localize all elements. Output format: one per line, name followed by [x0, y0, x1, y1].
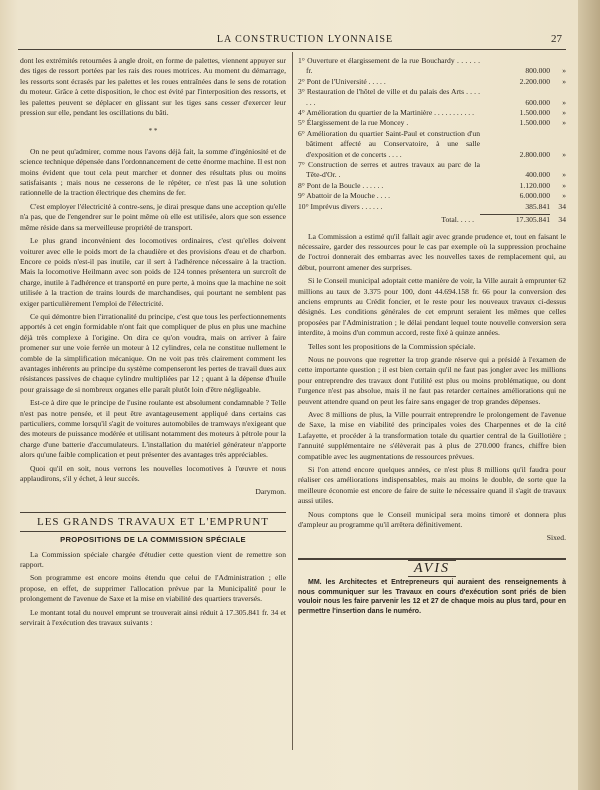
- budget-item-amount: 1.500.000: [519, 118, 550, 128]
- budget-row: [298, 181, 566, 191]
- budget-row: [298, 108, 566, 118]
- paragraph: Avec 8 millions de plus, la Ville pourrait entreprendre le prolongement de l'avenue de Saxe, la mise en viabilité des principales voies des Charpennes et de la cité Lafayette, et procéder à la transformation totale du quartier central de la Guillotière ; l'annuité supplémentaire ne s'élèverait pas à plus de 270.000 francs, chiffre bien compatible avec les augmentations de ressources prévues.: [298, 410, 566, 461]
- budget-total-amount: 17.305.841: [480, 214, 550, 225]
- budget-item-amount: 2.800.000: [519, 149, 550, 159]
- budget-item-label: 9° Abattoir de la Mouche . . . .: [298, 191, 391, 201]
- paragraph: Ce qui démontre bien l'irrationalité du principe, c'est que tous les perfectionnements apportés à cet engin formidable n'ont fait que compliquer de plus en plus une machine déjà très complexe à l'origine. On dira ce qu'on voudra, mais on arriver à faire promener sur une voie ferrée un moteur à 12 cylindres, cela ne constitue nullement le comble de la simplification mécanique. On ne voit pas très clairement comment les avantages inhérents au principe du système compenseront les pertes de travail dues aux résistances passives de chaque cylindre multipliées par 12 ; quant à la dépense d'huile pour graissage de si nombreux organes elle paraît plutôt loin d'être négligeable.: [20, 311, 286, 394]
- budget-item-amount: 800.000: [525, 66, 550, 76]
- budget-item-amount: 1.120.000: [519, 180, 550, 190]
- paragraph: C'est employer l'électricité à contre-sens, je dirai presque dans une acception qu'elle n'a pas, que de l'engendrer sur le point même où elle est utilisée, alors que son essence même réside dans sa merveilleuse propriété de transport.: [20, 201, 286, 232]
- notice-box: [298, 558, 566, 617]
- budget-item-label: 1° Ouverture et élargissement de la rue Bouchardy . . . . . . fr.: [298, 56, 480, 76]
- header-rule: [18, 49, 566, 50]
- budget-item-amount: 400.000: [525, 170, 550, 180]
- budget-row: [298, 118, 566, 128]
- left-column: [20, 56, 286, 632]
- paragraph: La Commission spéciale chargée d'étudier cette question vient de remettre son rapport.: [20, 549, 286, 570]
- author-signature: Darymon.: [255, 487, 286, 497]
- paragraph: La Commission a estimé qu'il fallait agir avec grande prudence et, tout en faisant le nécessaire, garder des ressources pour le cas par exemple où la suppression prochaine de l'octroi donnerait des embarras avec les nouvelles taxes de remplacement qui, au début, pourront amener des surprises.: [298, 231, 566, 272]
- section-title: LES GRANDS TRAVAUX ET L'EMPRUNT: [20, 512, 286, 532]
- paragraph: Quoi qu'il en soit, nous verrons les nouvelles locomotives à l'œuvre et nous applaudirons, s'il y échet, à leur succès.: [20, 463, 286, 484]
- budget-item-label: 4° Amélioration du quartier de la Martinière . . . . . . . . . . .: [298, 108, 474, 118]
- right-column: [298, 56, 566, 617]
- notice-title: [298, 560, 566, 576]
- budget-item-label: 2° Pont de l'Université . . . . .: [298, 76, 386, 86]
- paragraph: Nous ne pouvons que regretter la trop grande réserve qui a présidé à l'examen de cette importante question ; il est bien certain qu'il ne faut pas jongler avec les millions pour entreprendre des travaux dont l'utilité est plus ou moins problématique, ou dont l'urgence n'est pas absolue, mais il ne faut pas retarder certaines améliorations qui ne peuvent attendre quand on peut les faire sans engager de trop grandes dépenses.: [298, 354, 566, 406]
- paragraph: Le plus grand inconvénient des locomotives ordinaires, c'est qu'elles doivent voiturer avec elle le poids mort de la chaudière et des provisions d'eau et de charbon. Encore ce poids n'est-il pas inutile, car il sert à l'adhérence nécessaire à la traction. Mais la locomotive Heilmann avec son poids de 124 tonnes présentera un surcroît de charge, inutile à l'adhérence et transporté en pure perte, à moins que la machine ne soit utilisée à la traction de trains lourds de marchandises, qui pourtant ne semblent pas exiger particulièrement l'emploi de l'électricité.: [20, 236, 286, 308]
- paragraph: Est-ce à dire que le principe de l'usine roulante est absolument condamnable ? Telle n'est pas notre pensée, et il peut être avantageusement appliqué dans certains cas particuliers, comme lorsqu'il s'agit de voitures automobiles de tramways n'exigeant que des moteurs de puissance modérée et utilisant notamment des moteurs à pétrole pour la charge d'une batterie d'accumulateurs. L'installation du matériel générateur n'apporte alors qu'une faible complication et peut présenter des avantages très appréciables.: [20, 398, 286, 460]
- budget-item-cents: »: [562, 118, 566, 128]
- budget-item-cents: »: [562, 170, 566, 180]
- budget-item-label: 3° Restauration de l'hôtel de ville et du palais des Arts . . . . . . .: [298, 87, 480, 107]
- budget-item-cents: »: [562, 149, 566, 159]
- budget-row: [298, 160, 566, 181]
- paragraph: Si le Conseil municipal adoptait cette manière de voir, la Ville aurait à emprunter 62 millions au taux de 3.375 pour 100, dont 44.694.158 fr. 66 pour la conversion des anciens emprunts au Crédit foncier, et le reste pour les nouveaux travaux ci-dessus désignés. Les conditions générales de cet emprunt seraient les mêmes que celles proposées par l'Administration ; le délai pendant lequel toute nouvelle conversion sera interdite, à moins d'un commun accord, reste fixé à quinze années.: [298, 276, 566, 338]
- paragraph: Si l'on attend encore quelques années, ce n'est plus 8 millions qu'il faudra pour réaliser ces améliorations indispensables, mais au moins le double, de sorte que la meilleure économie est encore de faire de suite le nécessaire quand il s'agit de travaux aussi utiles.: [298, 465, 566, 506]
- paragraph: On ne peut qu'admirer, comme nous l'avons déjà fait, la somme d'ingéniosité et de science technique dépensée dans l'ordonnancement de cette énorme machine. Il est non moins évident que tout cela peut marcher et donner des résultats plus ou moins satisfaisants ; mais nous ne cesserons de le répéter, ce n'est pas là une solution rationnelle de la traction électrique des chemins de fer.: [20, 146, 286, 198]
- column-divider: [292, 52, 293, 750]
- author-signature: Sixed.: [546, 533, 566, 543]
- budget-item-cents: »: [562, 76, 566, 86]
- paragraph: dont les extrémités retournées à angle droit, en forme de palettes, viennent appuyer sur des tiges de ressort portées par les rais des roues motrices. Au moment du démarrage, les ressorts sont écrasés par les palettes et les roues entraînées dans le sens de rotation du moteur. Grâce à cette disposition, le choc est évité par l'interposition des ressorts, et les palettes peuvent se déplacer en glissant sur les tiges sans cesser d'exercer leur pression sur elle, pendant les oscillations du bâti.: [20, 56, 286, 118]
- section-stars: * *: [148, 127, 158, 136]
- budget-row: [298, 202, 566, 212]
- budget-item-label: 5° Élargissement de la rue Moncey .: [298, 118, 409, 128]
- paragraph: Nous comptons que le Conseil municipal sera moins timoré et donnera plus d'ampleur au programme qu'il arrêtera définitivement.: [298, 509, 566, 530]
- budget-item-amount: 1.500.000: [519, 108, 550, 118]
- budget-item-label: 6° Amélioration du quartier Saint-Paul et construction d'un bâtiment affecté au Conservatoire, à une salle d'exposition et de concerts . . . .: [298, 128, 480, 159]
- budget-item-amount: 6.000.000: [519, 191, 550, 201]
- budget-row: [298, 191, 566, 201]
- budget-item-cents: »: [562, 191, 566, 201]
- binding-edge: [578, 0, 600, 790]
- budget-item-amount: 385.841: [525, 201, 550, 211]
- budget-total-row: [298, 214, 566, 225]
- notice-text: MM. les Architectes et Entrepreneurs qui auraient des renseignements à nous communiquer sur les Travaux en cours d'exécution sont priés de bien vouloir nous les faire parvenir les 12 et 27 de chaque mois au plus tard, pour en permettre l'insertion dans le numéro.: [298, 579, 566, 616]
- budget-row: [298, 77, 566, 87]
- paragraph: Son programme est encore moins étendu que celui de l'Administration ; elle propose, en effet, de supprimer l'allocation prévue par la Municipalité pour le prolongement de l'avenue de Saxe et la mise en viabilité des quartiers traversés.: [20, 573, 286, 604]
- page-number: 27: [551, 33, 562, 45]
- budget-item-label: 10° Imprévus divers . . . . . .: [298, 201, 383, 211]
- budget-item-cents: »: [562, 180, 566, 190]
- budget-item-amount: 2.200.000: [519, 76, 550, 86]
- budget-item-label: 8° Pont de la Boucle . . . . . .: [298, 180, 384, 190]
- budget-item-cents: »: [562, 108, 566, 118]
- paragraph: Telles sont les propositions de la Commission spéciale.: [308, 341, 476, 351]
- notice-title-text: AVIS: [408, 560, 456, 577]
- budget-row: [298, 87, 566, 108]
- budget-table: [298, 56, 566, 226]
- budget-item-label: 7° Construction de serres et autres travaux au parc de la Tête-d'Or. .: [298, 160, 480, 180]
- running-head: LA CONSTRUCTION LYONNAISE: [216, 34, 394, 45]
- budget-row: [298, 56, 566, 77]
- budget-item-cents: »: [562, 97, 566, 107]
- budget-item-cents: »: [562, 66, 566, 76]
- budget-total-cents: 34: [558, 215, 566, 225]
- budget-row: [298, 129, 566, 160]
- budget-total-label: Total. . . . .: [441, 215, 474, 225]
- paragraph: Le montant total du nouvel emprunt se trouverait ainsi réduit à 17.305.841 fr. 34 et servirait à l'exécution des travaux suivants :: [20, 607, 286, 628]
- budget-item-cents: 34: [558, 201, 566, 211]
- budget-item-amount: 600.000: [525, 97, 550, 107]
- section-subtitle: PROPOSITIONS DE LA COMMISSION SPÉCIALE: [60, 535, 246, 545]
